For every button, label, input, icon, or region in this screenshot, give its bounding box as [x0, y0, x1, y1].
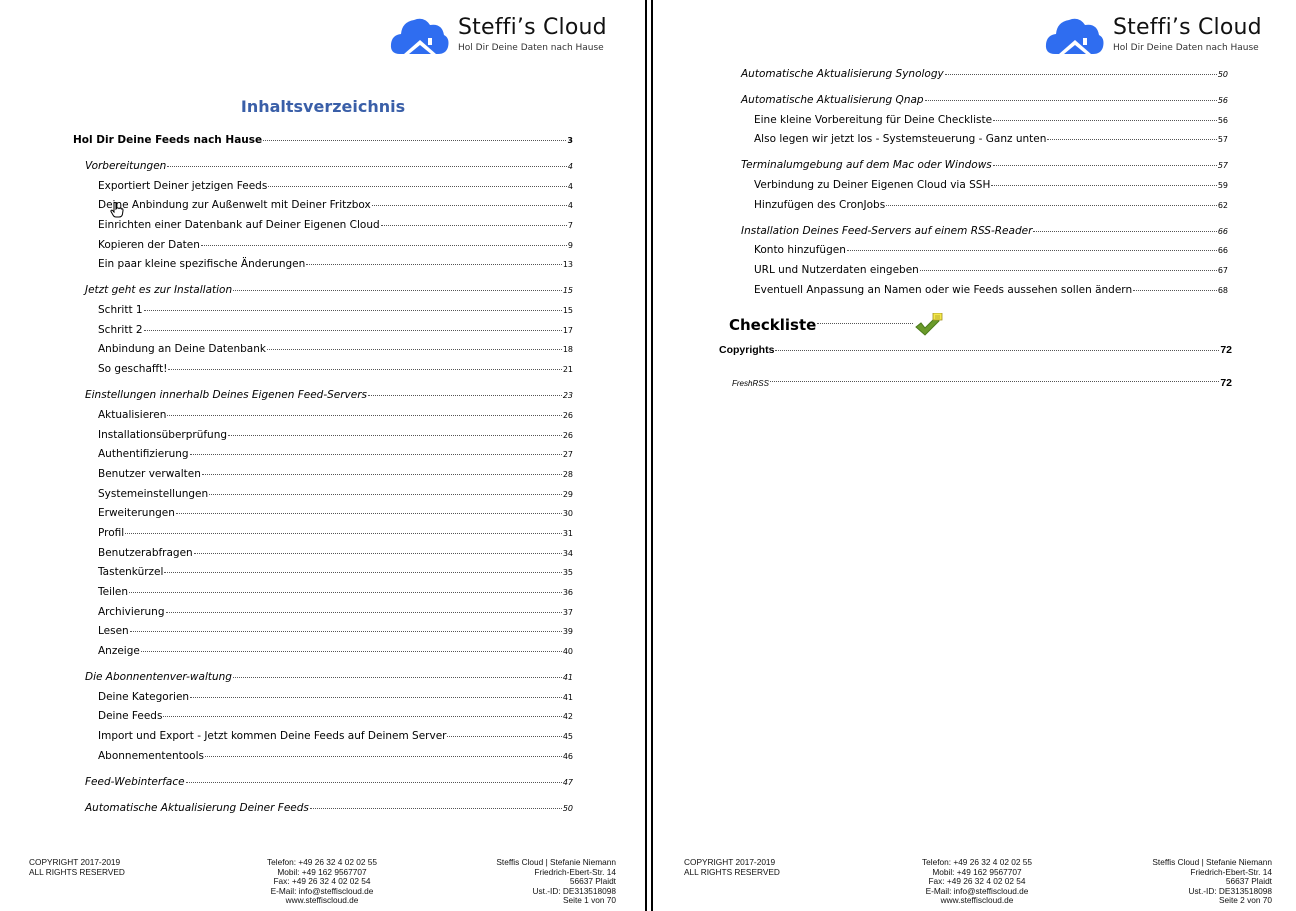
- footer-line: E-Mail: info@steffiscloud.de: [270, 885, 374, 896]
- logo: [1045, 14, 1262, 56]
- toc-entry-page: 31: [562, 528, 573, 538]
- toc-entry-page: 56: [1217, 115, 1228, 125]
- toc-entry-text: Deine Feeds: [98, 710, 163, 723]
- dot-leader: [194, 553, 562, 554]
- dot-leader: [168, 369, 561, 370]
- dot-leader: [141, 651, 562, 652]
- dot-leader: [201, 245, 567, 246]
- dot-leader: [447, 736, 561, 737]
- dot-leader: [310, 808, 562, 809]
- toc-entry-page: 13: [562, 260, 573, 270]
- toc-entry-page: 37: [562, 607, 573, 617]
- toc-entry-text: Ein paar kleine spezifische Änderungen: [98, 258, 306, 271]
- footer-copyright: [29, 858, 125, 877]
- toc-entry-page: 30: [562, 509, 573, 519]
- footer-address: [496, 858, 616, 906]
- toc-entry-page: 41: [562, 673, 573, 683]
- toc-list: [719, 68, 1232, 396]
- dot-leader: [1047, 139, 1216, 140]
- toc-entry-page: 62: [1217, 200, 1228, 210]
- dot-leader: [163, 716, 561, 717]
- toc-entry-page: 35: [562, 568, 573, 578]
- toc-entry[interactable]: [73, 284, 573, 304]
- dot-leader: [209, 494, 562, 495]
- dot-leader: [945, 74, 1217, 75]
- dot-leader: [166, 612, 562, 613]
- toc-entry[interactable]: [73, 566, 573, 586]
- brand-name: Steffi’s Cloud: [458, 15, 607, 40]
- footer-line: Ust.-ID: DE313518098: [532, 885, 616, 896]
- toc-entry-text: Automatische Aktualisierung Deiner Feeds: [85, 801, 309, 814]
- toc-entry[interactable]: [729, 159, 1228, 179]
- toc-entry-page: 17: [562, 325, 573, 335]
- toc-entry-text: Vorbereitungen: [85, 159, 167, 172]
- toc-entry-text: Schritt 2: [98, 323, 143, 336]
- dot-leader: [186, 782, 562, 783]
- footer-line: Ust.-ID: DE313518098: [1188, 885, 1272, 896]
- brand-tagline: Hol Dir Deine Daten nach Hause: [458, 43, 604, 53]
- dot-leader: [144, 330, 562, 331]
- toc-entry[interactable]: [73, 750, 573, 770]
- toc-entry[interactable]: [73, 429, 573, 449]
- toc-entry-page: 40: [562, 647, 573, 657]
- toc-entry-freshrss[interactable]: [719, 370, 1232, 396]
- toc-entry[interactable]: [73, 547, 573, 567]
- toc-entry-page: 39: [562, 627, 573, 637]
- toc-title: Inhaltsverzeichnis: [240, 97, 406, 116]
- toc-entry[interactable]: [73, 802, 573, 822]
- toc-entry[interactable]: [729, 225, 1228, 245]
- toc-entry-page: 15: [562, 286, 573, 296]
- toc-entry-text: URL und Nutzerdaten eingeben: [754, 264, 919, 277]
- toc-entry-text: Tastenkürzel: [98, 566, 164, 579]
- page-number: Seite 1 von 70: [562, 895, 616, 906]
- toc-entry-text: Automatische Aktualisierung Qnap: [741, 93, 924, 106]
- toc-entry[interactable]: [73, 448, 573, 468]
- dot-leader: [233, 677, 562, 678]
- footer-line: COPYRIGHT 2017-2019: [684, 857, 776, 867]
- toc-entry-text: Profil: [98, 526, 125, 539]
- toc-entry[interactable]: [73, 645, 573, 665]
- toc-entry-text: Copyrights: [719, 344, 775, 357]
- dot-leader: [306, 264, 562, 265]
- page-number: Seite 2 von 70: [1218, 895, 1272, 906]
- dot-leader: [993, 165, 1217, 166]
- dot-leader: [130, 631, 562, 632]
- footer-line: ALL RIGHTS RESERVED: [29, 866, 125, 877]
- toc-entry[interactable]: [729, 114, 1228, 134]
- dot-leader: [176, 513, 562, 514]
- toc-entry-page: 7: [567, 221, 573, 231]
- toc-entry-text: Benutzerabfragen: [98, 546, 193, 559]
- toc-entry-page: 67: [1217, 266, 1228, 276]
- dot-leader: [920, 270, 1217, 271]
- logo: [390, 14, 607, 56]
- toc-entry-page: 21: [562, 365, 573, 375]
- toc-entry-page: 57: [1217, 161, 1228, 171]
- cloud-house-logo-icon: [1045, 14, 1105, 56]
- toc-entry-page: 42: [562, 712, 573, 722]
- toc-entry[interactable]: [73, 134, 573, 154]
- toc-entry-text: FreshRSS: [732, 378, 769, 388]
- toc-entry-page: 47: [562, 777, 573, 787]
- toc-entry[interactable]: [73, 199, 573, 219]
- toc-entry-page: 34: [562, 548, 573, 558]
- dot-leader: [129, 592, 562, 593]
- footer-copyright: [684, 858, 780, 877]
- toc-entry-page: 45: [562, 732, 573, 742]
- toc-entry[interactable]: [73, 606, 573, 626]
- toc-entry-text: Authentifizierung: [98, 448, 189, 461]
- toc-entry-text: Automatische Aktualisierung Synology: [741, 68, 944, 80]
- dot-leader: [372, 205, 567, 206]
- toc-entry-text: Anzeige: [98, 645, 140, 658]
- toc-entry-page: 59: [1217, 181, 1228, 191]
- footer-line: ALL RIGHTS RESERVED: [684, 866, 780, 877]
- dot-leader: [125, 533, 562, 534]
- toc-entry-page: 66: [1217, 226, 1228, 236]
- toc-entry[interactable]: [73, 586, 573, 606]
- toc-entry-copyrights[interactable]: [719, 344, 1232, 370]
- toc-entry-text: Hinzufügen des CronJobs: [754, 198, 886, 211]
- toc-entry-text: Import und Export - Jetzt kommen Deine Feeds auf Deinem Server: [98, 730, 447, 743]
- toc-entry-text: Schritt 1: [98, 304, 143, 317]
- toc-entry[interactable]: [73, 507, 573, 527]
- toc-entry-page: 23: [562, 391, 573, 401]
- toc-entry-text: Eine kleine Vorbereitung für Deine Checkliste: [754, 113, 993, 126]
- toc-entry-text: Anbindung an Deine Datenbank: [98, 343, 266, 356]
- toc-entry-page: 4: [567, 201, 573, 211]
- toc-entry-text: So geschafft!: [98, 363, 168, 376]
- toc-entry-text: Hol Dir Deine Feeds nach Hause: [73, 134, 263, 146]
- toc-entry-checkliste[interactable]: [729, 311, 1228, 339]
- toc-entry-text: Benutzer verwalten: [98, 467, 201, 480]
- toc-entry-text: Jetzt geht es zur Installation: [85, 284, 233, 297]
- footer-line: 56637 Plaidt: [569, 876, 616, 887]
- toc-entry-text: Einrichten einer Datenbank auf Deiner Eigenen Cloud: [98, 219, 380, 232]
- dot-leader: [268, 186, 567, 187]
- toc-entry-text: Deine Anbindung zur Außenwelt mit Deiner Fritzbox: [98, 199, 371, 212]
- checkmark-note-icon: [914, 313, 944, 337]
- toc-entry-text: Feed-Webinterface: [85, 775, 185, 788]
- footer-line: E-Mail: info@steffiscloud.de: [925, 885, 1029, 896]
- toc-list: [73, 134, 573, 821]
- footer-line: Fax: +49 26 32 4 02 02 54: [273, 876, 371, 887]
- toc-entry[interactable]: [729, 68, 1228, 88]
- toc-entry-text: Systemeinstellungen: [98, 487, 209, 500]
- toc-entry[interactable]: [73, 468, 573, 488]
- toc-entry[interactable]: [73, 691, 573, 711]
- hand-cursor-icon: [110, 202, 124, 218]
- toc-entry-text: Terminalumgebung auf dem Mac oder Windows: [741, 159, 992, 172]
- footer-contact: [922, 858, 1032, 906]
- toc-entry-text: Einstellungen innerhalb Deines Eigenen Feed-Servers: [85, 389, 368, 402]
- footer-contact: [267, 858, 377, 906]
- toc-entry-text: Also legen wir jetzt los - Systemsteuerung - Ganz unten: [754, 133, 1047, 146]
- dot-leader: [202, 474, 562, 475]
- toc-entry-page: 57: [1217, 135, 1228, 145]
- dot-leader: [267, 349, 562, 350]
- toc-entry[interactable]: [73, 239, 573, 259]
- toc-entry[interactable]: [729, 264, 1228, 284]
- toc-entry[interactable]: [729, 244, 1228, 264]
- document-page-1: [0, 0, 646, 911]
- dot-leader: [144, 310, 562, 311]
- toc-entry-text: Aktualisieren: [98, 408, 167, 421]
- toc-entry-text: Lesen: [98, 625, 129, 638]
- toc-entry[interactable]: [73, 776, 573, 796]
- dot-leader: [368, 395, 562, 396]
- toc-entry[interactable]: [73, 180, 573, 200]
- footer-line: Steffis Cloud | Stefanie Niemann: [1152, 857, 1272, 867]
- toc-entry[interactable]: [73, 304, 573, 324]
- toc-entry-text: Konto hinzufügen: [754, 244, 846, 257]
- toc-entry-text: Kopieren der Daten: [98, 238, 200, 251]
- toc-entry-page: 15: [562, 306, 573, 316]
- toc-entry-page: 41: [562, 692, 573, 702]
- toc-entry[interactable]: [729, 133, 1228, 153]
- toc-entry[interactable]: [73, 343, 573, 363]
- toc-entry[interactable]: [729, 284, 1228, 304]
- dot-leader: [1133, 290, 1217, 291]
- toc-entry-page: 50: [562, 803, 573, 813]
- toc-entry[interactable]: [73, 258, 573, 278]
- page-divider: [645, 0, 647, 911]
- toc-entry-text: Exportiert Deiner jetzigen Feeds: [98, 179, 268, 192]
- footer-line: Fax: +49 26 32 4 02 02 54: [928, 876, 1026, 887]
- toc-entry[interactable]: [73, 324, 573, 344]
- toc-entry[interactable]: [73, 389, 573, 409]
- toc-entry-page: 50: [1217, 70, 1228, 79]
- dot-leader: [1033, 231, 1216, 232]
- toc-entry-page: 72: [1220, 377, 1232, 390]
- toc-entry[interactable]: [73, 527, 573, 547]
- dot-leader: [886, 205, 1217, 206]
- toc-entry[interactable]: [729, 199, 1228, 219]
- toc-entry-text: Installation Deines Feed-Servers auf einem RSS-Reader: [741, 224, 1033, 237]
- dot-leader: [847, 250, 1217, 251]
- toc-entry-page: 26: [562, 430, 573, 440]
- page-divider: [651, 0, 653, 911]
- footer-line: www.steffiscloud.de: [940, 895, 1014, 906]
- dot-leader: [167, 415, 561, 416]
- dot-leader: [775, 350, 1219, 351]
- footer-line: Mobil: +49 162 9567707: [932, 866, 1022, 877]
- toc-entry-text: Checkliste: [729, 316, 817, 335]
- dot-leader: [770, 381, 1219, 382]
- dot-leader: [925, 100, 1217, 101]
- footer-line: 56637 Plaidt: [1225, 876, 1272, 887]
- dot-leader: [205, 756, 562, 757]
- toc-entry[interactable]: [729, 94, 1228, 114]
- toc-entry-text: Teilen: [98, 586, 129, 599]
- dot-leader: [228, 435, 562, 436]
- toc-entry-page: 28: [562, 469, 573, 479]
- dot-leader: [817, 323, 913, 324]
- toc-entry[interactable]: [73, 160, 573, 180]
- toc-entry-page: 66: [1217, 246, 1228, 256]
- toc-entry-page: 26: [562, 410, 573, 420]
- toc-entry[interactable]: [73, 219, 573, 239]
- toc-entry[interactable]: [73, 625, 573, 645]
- toc-entry-page: 68: [1217, 285, 1228, 295]
- dot-leader: [381, 225, 567, 226]
- footer-line: Mobil: +49 162 9567707: [277, 866, 367, 877]
- toc-entry[interactable]: [73, 730, 573, 750]
- toc-entry-text: Installationsüberprüfung: [98, 428, 228, 441]
- toc-entry-page: 72: [1220, 344, 1232, 357]
- toc-entry[interactable]: [73, 488, 573, 508]
- toc-entry[interactable]: [73, 363, 573, 383]
- toc-entry-text: Erweiterungen: [98, 507, 175, 520]
- dot-leader: [167, 166, 567, 167]
- footer-line: Friedrich-Ebert-Str. 14: [1190, 866, 1272, 877]
- brand-tagline: Hol Dir Deine Daten nach Hause: [1113, 43, 1259, 53]
- toc-entry-page: 29: [562, 489, 573, 499]
- toc-entry-text: Abonnemententools: [98, 749, 204, 762]
- dot-leader: [233, 290, 562, 291]
- toc-entry-text: Deine Kategorien: [98, 690, 190, 703]
- toc-entry[interactable]: [729, 179, 1228, 199]
- footer-line: Telefon: +49 26 32 4 02 02 55: [266, 857, 378, 867]
- toc-entry-page: 46: [562, 751, 573, 761]
- toc-entry-page: 3: [567, 136, 573, 145]
- toc-entry-text: Die Abonnentenver-waltung: [85, 671, 232, 684]
- dot-leader: [164, 572, 561, 573]
- toc-entry-page: 4: [567, 161, 573, 171]
- cloud-house-logo-icon: [390, 14, 450, 56]
- document-page-2: [655, 0, 1296, 911]
- toc-entry-page: 18: [562, 345, 573, 355]
- toc-entry-text: Verbindung zu Deiner Eigenen Cloud via SSH: [754, 179, 991, 192]
- footer-line: Friedrich-Ebert-Str. 14: [534, 866, 616, 877]
- toc-entry-page: 56: [1217, 95, 1228, 105]
- dot-leader: [190, 697, 562, 698]
- toc-entry-page: 4: [567, 181, 573, 191]
- toc-entry-text: Eventuell Anpassung an Namen oder wie Feeds aussehen sollen ändern: [754, 283, 1133, 296]
- brand-name: Steffi’s Cloud: [1113, 15, 1262, 40]
- footer-address: [1152, 858, 1272, 906]
- footer-line: www.steffiscloud.de: [285, 895, 359, 906]
- toc-entry[interactable]: [73, 409, 573, 429]
- dot-leader: [263, 140, 566, 141]
- toc-entry-text: Archivierung: [98, 605, 165, 618]
- toc-entry-page: 27: [562, 450, 573, 460]
- dot-leader: [190, 454, 562, 455]
- toc-entry-page: 9: [567, 240, 573, 250]
- toc-entry[interactable]: [73, 710, 573, 730]
- footer-line: Telefon: +49 26 32 4 02 02 55: [921, 857, 1033, 867]
- dot-leader: [991, 185, 1216, 186]
- dot-leader: [993, 120, 1217, 121]
- footer-line: Steffis Cloud | Stefanie Niemann: [496, 857, 616, 867]
- toc-entry-page: 36: [562, 588, 573, 598]
- toc-entry[interactable]: [73, 671, 573, 691]
- footer-line: COPYRIGHT 2017-2019: [29, 857, 121, 867]
